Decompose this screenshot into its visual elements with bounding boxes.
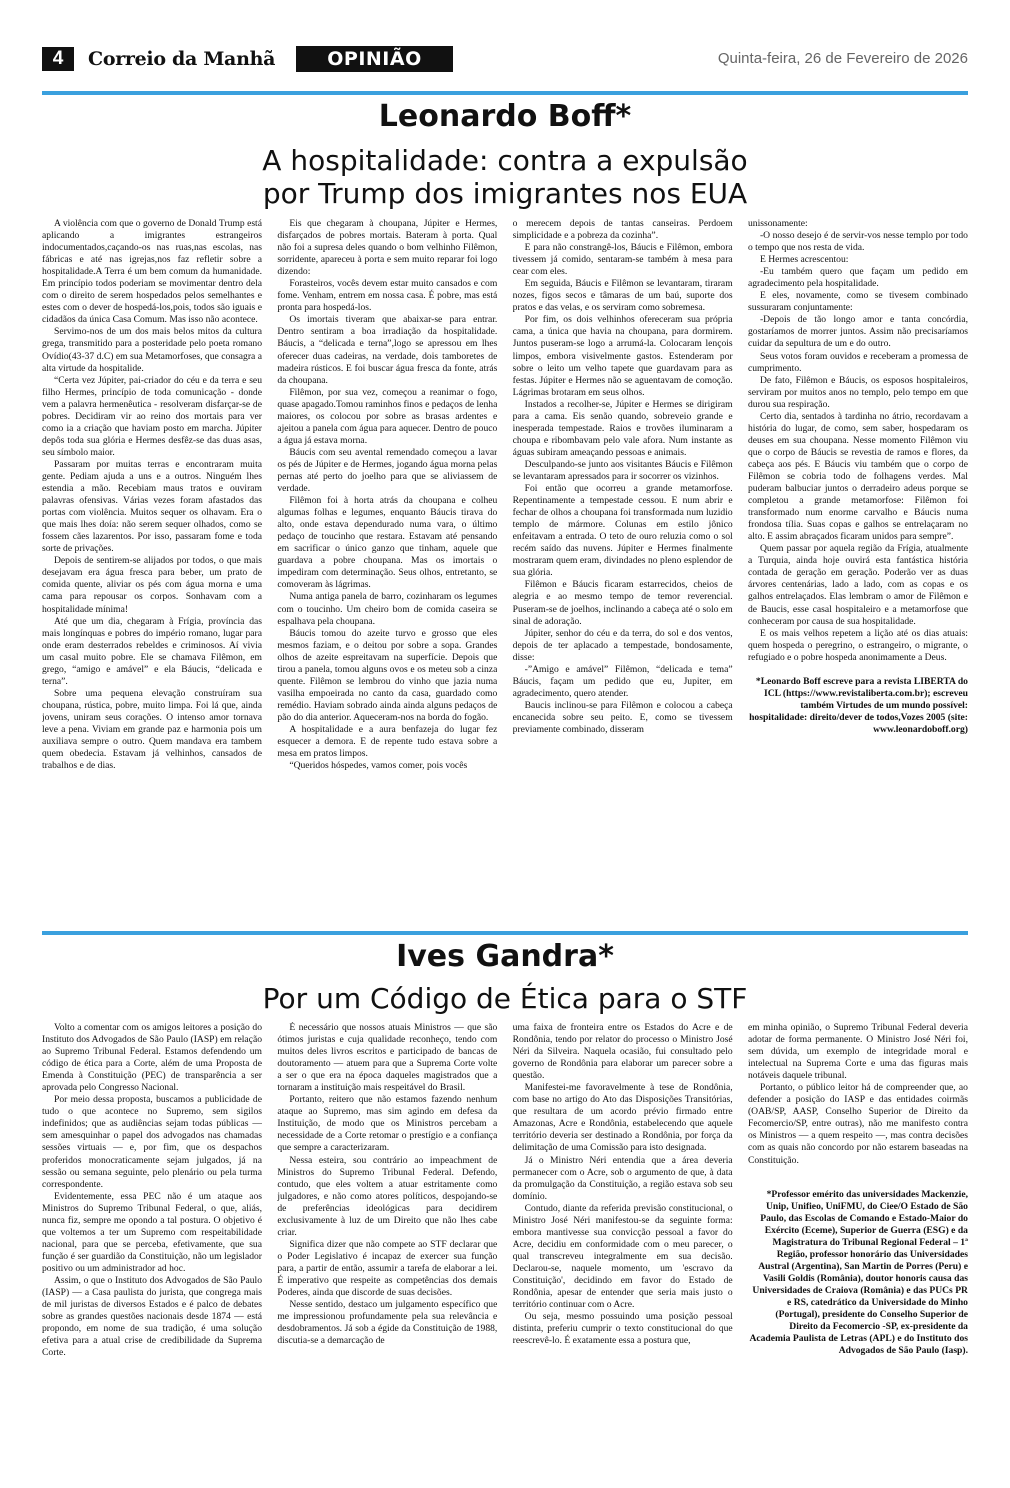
paragraph: Por fim, os dois velhinhos ofereceram sua própria cama, a única que havia na choupana, para dormirem. Juntos puseram-se logo a arrumá-la. Colocaram lençois limpos, embora visivelmente gastos. Estenderam por sobre o leito um velho tapete que guardavam para as festas. Júpiter e Hermes não se aguentavam de comoção. Lágrimas brotaram em seus olhos. [512, 314, 733, 398]
paragraph: E para não constrangê-los, Báucis e Filêmon, embora tivessem já comido, sentaram-se também à mesa para cear com eles. [512, 242, 733, 278]
paragraph: Significa dizer que não compete ao STF declarar que o Poder Legislativo é incapaz de exercer sua função para, a partir de então, assumir a tarefa de elaborar a lei. É imperativo que respeite as competências dos demais Poderes, ainda que discorde de suas decisões. [277, 1238, 498, 1299]
headline-line: A hospitalidade: contra a expulsão [262, 144, 748, 177]
paragraph: Assim, o que o Instituto dos Advogados de São Paulo (IASP) — a Casa paulista do jurista, que congrega mais de mil juristas de diversos Estados e é palco de debates sobre as grandes questões nacionais desde 1874 — está propondo, em nome de sua tradição, é uma solução efetiva para a atual crise de credibilidade da Suprema Corte. [42, 1274, 262, 1359]
article2-column-1 [42, 1022, 262, 1452]
paragraph: Sobre uma pequena elevação construíram sua choupana, rústica, pobre, muito limpa. Foi lá que, ainda jovens, uniram seus corações. O intenso amor tornava leve a pena. Viviam em grande paz e harmonia pois um auxiliava sempre o outro. Quem mandava era tambem quem obedecia. Estavam já velhinhos, cansados de trabalhos e de dias. [42, 687, 262, 772]
paragraph: Portanto, o público leitor há de compreender que, ao defender a posição do IASP e das entidades coirmãs (OAB/SP, AASP, Conselho Superior de Direito da Fecomercio/SP, entre outras), não me manifesto contra os Ministros — a quem respeito —, mas contra decisões com as quais não concordo por não estarem baseadas na Constituição. [747, 1082, 968, 1166]
paragraph: em minha opinião, o Supremo Tribunal Federal deveria adotar de forma permanente. O Ministro José Néri foi, sem dúvida, um exemplo de integridade moral e intelectual na Suprema Corte e uma das figuras mais notáveis daquele tribunal. [747, 1022, 968, 1082]
article2-column-2 [277, 1022, 497, 1452]
paragraph: Até que um dia, chegaram à Frígia, província das mais longínquas e pobres do império romano, lugar para onde eram desterrados rebeldes e criminosos. Aí vivia um casal muito pobre. Ele se chamava Filêmon, em grego, “amigo e amável” e ela Báucis, “delicada e terna”. [42, 615, 262, 687]
paragraph: Certo dia, sentados à tardinha no átrio, recordavam a história do lugar, de como, sem saber, hospedaram os deuses em sua choupana. Nesse momento Filêmon viu que o corpo de Báucis se revestia de ramos e flores, da cabeça aos pés. E Báucis viu também que o corpo de Filêmon se cobria todo de folhagens verdes. Mal puderam balbuciar juntos o derradeiro adeus porque se completou a grande metamorfose: Filêmon foi transformado num enorme carvalho e Báucis numa frondosa tília. Suas copas e galhos se entrelaçaram no alto. E assim abraçados ficaram unidos para sempre”. [747, 410, 968, 543]
paragraph: A hospitalidade e a aura benfazeja do lugar fez esquecer a demora. E de repente tudo estava sobre a mesa em pratos limpos. [277, 723, 498, 760]
paragraph: Desculpando-se junto aos visitantes Báucis e Filêmon se levantaram apressados para ir socorrer os vizinhos. [512, 458, 733, 482]
paragraph: Depois de sentirem-se alijados por todos, o que mais desejavam era água fresca para beber, um prato de comida quente, aliviar os pés com água morna e uma cama para repousar os corpos. Sonhavam com a hospitalidade mínima! [42, 555, 262, 615]
masthead [42, 44, 968, 72]
paragraph: “Certa vez Júpiter, pai-criador do céu e da terra e seu filho Hermes, princípio de toda comunicação - donde vem a palavra hermenêutica - resolveram disfarçar-se de pobres. Decidiram vir ao reino dos mortais para ver como ia a criação que haviam posto em marcha. Júpiter depôs toda sua glória e Hermes desfêz-se das duas asas, seu símbolo maior. [42, 374, 262, 458]
paragraph: -Eu também quero que façam um pedido em agradecimento pela hospitalidade. [747, 266, 968, 290]
section-divider [42, 91, 968, 95]
paragraph: Evidentemente, essa PEC não é um ataque aos Ministros do Supremo Tribunal Federal, o que, aliás, nunca fiz, sempre me opondo a tal postura. O objetivo é que voltemos a ter um Supremo com respeitabilidade nacional, para que se perceba, efetivamente, que sua função é ser guardião da Constituição, não um legislador positivo ou um administrador ad hoc. [42, 1190, 262, 1274]
paragraph: Servimo-nos de um dos mais belos mitos da cultura grega, transmitido para a posteridade pelo poeta romano Ovídio(43-37 d.C) em sua Metamorfoses, que consagra a alta virtude da hospitalide. [42, 326, 262, 374]
paragraph: Seus votos foram ouvidos e receberam a promessa de cumprimento. [747, 350, 968, 374]
article1-column-1 [42, 218, 262, 906]
author-bio: *Professor emérito das universidades Mackenzie, Unip, Unifieo, UniFMU, do Ciee/O Estado de São Paulo, das Escolas de Comando e Estado-Maior do Exército (Eceme), Superior de Guerra (ESG) e da Magistratura do Tribunal Regional Federal – 1ª Região, professor honorário das Universidades Austral (Argentina), San Martin de Porres (Peru) e Vasili Goldis (România), doutor honoris causa das Universidades de Craiova (România) e das PUCs PR e RS, catedrático da Universidade do Minho (Portugal), presidente do Conselho Superior de Direito da Fecomercio -SP, ex-presidente da Academia Paulista de Letras (APL) e do Instituto dos Advogados de São Paulo (Iasp). [749, 1188, 968, 1357]
paragraph: uma faixa de fronteira entre os Estados do Acre e de Rondônia, tendo por relator do processo o Ministro José Néri da Silveira. Naquela ocasião, fui consultado pelo governo de Rondônia para elaborar um parecer sobre a questão. [512, 1022, 733, 1082]
article1-column-3 [513, 218, 733, 906]
paragraph: -O nosso desejo é de servir-vos nesse templo por todo o tempo que nos resta de vida. [747, 230, 968, 254]
paragraph: Filêmon foi à horta atrás da choupana e colheu algumas folhas e legumes, enquanto Báucis tirava do alto, onde estava dependurado numa vara, o último pedaço de toucinho que restara. Estavam até pensando em sacrificar o único ganzo que tinham, aquele que guardava a pobre choupana. Mas os imortais o impediram com determinação. Seus olhos, entretanto, se comoveram às lágrimas. [277, 495, 498, 591]
paragraph: Já o Ministro Néri entendia que a área deveria permanecer com o Acre, sob o argumento de que, à data da promulgação da Constituição, a região estava sob seu domínio. [512, 1154, 733, 1202]
paragraph: Volto a comentar com os amigos leitores a posição do Instituto dos Advogados de São Paulo (IASP) em relação ao Supremo Tribunal Federal. Estamos defendendo um código de ética para a Corte, além de uma Proposta de Emenda à Constituição (PEC) de transparência a ser aprovada pelo Congresso Nacional. [42, 1022, 262, 1094]
paragraph: Filêmon e Báucis ficaram estarrecidos, cheios de alegria e ao mesmo tempo de temor reverencial. Puseram-se de joelhos, inclinando a cabeça até o solo em sinal de adoração. [512, 579, 733, 627]
paragraph: -”Amigo e amável” Filêmon, “delicada e tema” Báucis, façam um pedido que eu, Jupiter, em agradecimento, quero atender. [512, 663, 733, 699]
article1-body [42, 218, 968, 906]
article1-headline [42, 144, 968, 210]
paragraph: Júpiter, senhor do céu e da terra, do sol e dos ventos, depois de ter aplacado a tempestade, bondosamente, disse: [512, 627, 733, 663]
paragraph: Numa antiga panela de barro, cozinharam os legumes com o toucinho. Um cheiro bom de comida caseira se espalhava pela choupana. [277, 591, 498, 627]
article2-column-4 [748, 1022, 968, 1452]
paragraph: Os imortais tiveram que abaixar-se para entrar. Dentro sentiram a boa irradiação da hospitalidade. Báucis, a “delicada e terna”,logo se apressou em lhes oferecer duas cadeiras, na verdade, dois tamboretes de madeira rústicos. E foi buscar água fresca da fonte, atrás da choupana. [277, 314, 498, 386]
article2-column-3 [513, 1022, 733, 1452]
headline-line: Por um Código de Ética para o STF [262, 982, 748, 1015]
paragraph: Baucis inclinou-se para Filêmon e colocou a cabeça encanecida sobre seu peito. E, como se tivessem previamente combinado, disseram [512, 699, 733, 735]
section-label: OPINIÃO [296, 46, 453, 72]
author-bio: *Leonardo Boff escreve para a revista LIBERTA do ICL (https://www.revistaliberta.com.br); escreveu também Virtudes de um mundo possível: hospitalidade: direito/dever de todos,Vozes 2005 (site: www.leonardoboff.org) [749, 675, 968, 735]
paragraph: É necessário que nossos atuais Ministros — que são ótimos juristas e cuja qualidade reconheço, tendo com muitos deles livros escritos e participado de bancas de doutoramento — atuem para que a Suprema Corte volte a ser o que era na época daqueles magistrados que a tornaram a instituição mais respeitável do Brasil. [277, 1022, 498, 1094]
article1-column-2 [277, 218, 497, 906]
paragraph: Em seguida, Báucis e Filêmon se levantaram, tiraram nozes, figos secos e tâmaras de um baú, suporte dos pratos e das velas, e os serviram como sobremesa. [512, 278, 733, 314]
article2-headline [42, 982, 968, 1015]
paragraph: A violência com que o governo de Donald Trump está aplicando a imigrantes estrangeiros indocumentados,caçando-os nas ruas,nas escolas, nas fábricas e até nas igrejas,nos faz refletir sobre a hospitalidade.A Terra é um bem comum da humanidade. Em princípio todos poderiam se movimentar dentro dela com o direito de serem hospedados pelos semelhantes e estes com o dever de hospedá-los,pois, todos são iguais e cidadãos da única Casa Comum. Mas isso não acontece. [42, 218, 262, 326]
article2-author: Ives Gandra* [396, 939, 614, 974]
paragraph: unissonamente: [747, 218, 808, 229]
paragraph: Báucis tomou do azeite turvo e grosso que eles mesmos faziam, e o deitou por sobre a sopa. Grandes olhos de azeite espreitavam na superfície. Depois que tirou a panela, tomou alguns ovos e os meteu sob a cinza quente. Filêmon se lembrou do vinho que jazia numa vasilha empoeirada no canto da casa, guardado como remédio. Haviam sobrado ainda ainda alguns pedaços de pão do dia anterior. Aqueceram-nos na borda do fogão. [277, 627, 498, 723]
paragraph: E eles, novamente, como se tivesem combinado sussuraram conjuntamente: [747, 290, 968, 314]
paragraph: De fato, Filêmon e Báucis, os esposos hospitaleiros, serviram por muitos anos no templo, pelo tempo em que durou sua respiração. [747, 374, 968, 410]
paragraph: Passaram por muitas terras e encontraram muita gente. Pediam ajuda a uns e a outros. Ninguém lhes estendia a mão. Recebiam maus tratos e ouviram palavras ofensivas. Várias vezes foram afastados das portas com violência. Muitos sequer os olhavam. Era o que mais lhes doía: não serem sequer olhados, como se fossem cães lazarentos. Por isso, passaram fome e toda sorte de privações. [42, 458, 262, 555]
paragraph: Portanto, reitero que não estamos fazendo nenhum ataque ao Supremo, mas sim agindo em defesa da Instituição, de modo que os Ministros percebam a necessidade de a Corte retomar o prestígio e a confiança que sempre a caracterizaram. [277, 1094, 498, 1154]
paragraph: -Depois de tão longo amor e tanta concórdia, gostaríamos de morrer juntos. Assim não precisaríamos cuidar da sepultura de um e do outro. [747, 314, 968, 350]
page-number: 4 [42, 47, 74, 71]
paragraph: Nessa esteira, sou contrário ao impeachment de Ministros do Supremo Tribunal Federal. Defendo, contudo, que eles voltem a atuar estritamente como julgadores, e não como atores políticos, despojando-se de preferências ideológicas para decidirem exclusivamente à luz de um Direito que não lhes cabe criar. [277, 1154, 498, 1238]
headline-line: por Trump dos imigrantes nos EUA [262, 177, 748, 210]
paragraph: o merecem depois de tantas canseiras. Perdoem simplicidade e a pobreza da cozinha”. [512, 218, 733, 242]
paragraph: Contudo, diante da referida previsão constitucional, o Ministro José Néri manifestou-se da seguinte forma: embora mantivesse sua convicção pessoal a favor do Acre, decidiu em conformidade com o meu parecer, o qual transcreveu integralmente em sua decisão. Declarou-se, naquele momento, um 'escravo da Constituição', decidindo em favor do Estado de Rondônia, apesar de entender que seria mais justo o território continuar com o Acre. [512, 1202, 733, 1311]
paragraph: Ou seja, mesmo possuindo uma posição pessoal distinta, preferiu cumprir o texto constitucional do que reescrevê-lo. É exatamente essa a postura que, [512, 1311, 733, 1347]
paragraph: Foi então que ocorreu a grande metamorfose. Repentinamente a tempestade cessou. E num abrir e fechar de olhos a choupana foi transformada num luzidio templo de mármore. Colunas em estilo jônico enfeitavam a entrada. O teto de ouro reluzia como o sol recém saído das nuvens. Júpiter e Hermes finalmente mostraram quem eram, divindades no pleno esplendor de sua glória. [512, 483, 733, 579]
newspaper-name: Correio da Manhã [88, 48, 276, 70]
article2-body [42, 1022, 968, 1452]
paragraph: Instados a recolher-se, Júpiter e Hermes se dirigiram para a cama. Eis senão quando, sobreveio grande e inesperada tempestade. Raios e trovões iluminaram a choupa e ribombavam pelo vale afora. Num instante as águas subiram ameaçando pessoas e animais. [512, 398, 733, 458]
paragraph: “Queridos hóspedes, vamos comer, pois vocês [289, 760, 468, 772]
publication-date: Quinta-feira, 26 de Fevereiro de 2026 [717, 50, 968, 67]
section-divider [42, 931, 968, 935]
paragraph: Báucis com seu avental remendado começou a lavar os pés de Júpiter e de Hermes, jogando água morna pelas pernas até perto do joelho para que se aliviassem de verdade. [277, 446, 498, 495]
paragraph: Por meio dessa proposta, buscamos a publicidade de tudo o que acontece no Supremo, sem sigilos indefinidos; que as audiências sejam todas públicas — sem amesquinhar o papel dos advogados nas chamadas sessões virtuais — e, por fim, que os despachos proferidos monocraticamente sejam julgados, já na sessão ou semana seguinte, pelo plenário ou pela turma correspondente. [42, 1094, 262, 1190]
paragraph: Manifestei-me favoravelmente à tese de Rondônia, com base no artigo do Ato das Disposições Transitórias, que resultara de um acordo prévio firmado entre Amazonas, Acre e Rondônia, estabelecendo que aquele território deveria ser destinado a Rondônia, por força da delimitação de uma Comissão para isto designada. [512, 1082, 733, 1154]
paragraph: Forasteiros, vocês devem estar muito cansados e com fome. Venham, entrem em nossa casa. É pobre, mas está pronta para hospedá-los. [277, 278, 498, 314]
paragraph: Eis que chegaram à choupana, Júpiter e Hermes, disfarçados de pobres mortais. Bateram à porta. Qual não foi a supresa deles quando o bom velhinho Filêmon, sorridente, apareceu à porta e sem muito reparar foi logo dizendo: [277, 218, 498, 278]
paragraph: E os mais velhos repetem a lição até os dias atuais: quem hospeda o peregrino, o estrangeiro, o migrante, o refugiado e o pobre hospeda anonimamente a Deus. [747, 627, 968, 663]
paragraph: Quem passar por aquela região da Frígia, atualmente a Turquia, ainda hoje ouvirá esta fantástica história contada de geração em geração. Poderão ver as duas árvores centenárias, lado a lado, com as copas e os galhos entrelaçados. Elas lembram o amor de Filêmon e de Baucis, esse casal hospitaleiro e a metamorfose que conheceram por causa de sua hospitalidade. [747, 543, 968, 627]
paragraph: E Hermes acrescentou: [759, 254, 849, 266]
article1-column-4 [748, 218, 968, 906]
article1-author: Leonardo Boff* [378, 99, 632, 134]
paragraph: Nesse sentido, destaco um julgamento específico que me impressionou profundamente pela sua relevância e desdobramentos. Já sob a égide da Constituição de 1988, discutia-se a demarcação de [277, 1299, 498, 1347]
paragraph: Filêmon, por sua vez, começou a reanimar o fogo, quase apagado.Tomou raminhos finos e pedaços de lenha maiores, os colocou por sobre as brasas ardentes e ajeitou a panela com água para aquecer. Dentro de pouco a água já estava morna. [277, 386, 498, 446]
